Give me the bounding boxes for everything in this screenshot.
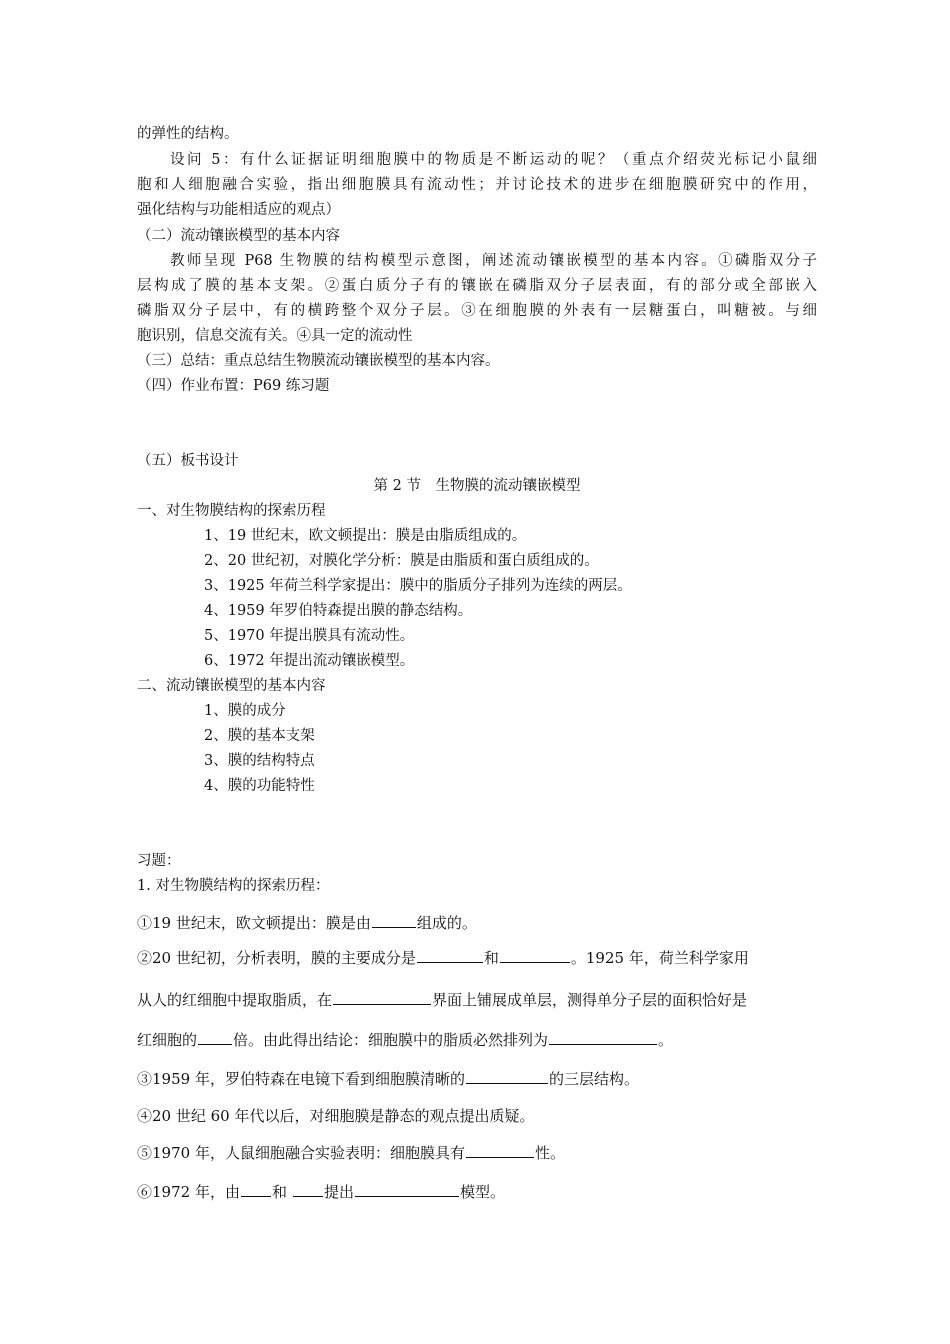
board-list-item: 4、1959 年罗伯特森提出膜的静态结构。 [204, 603, 473, 619]
exercise-item [137, 990, 817, 1010]
board-list-item: 3、1925 年荷兰科学家提出：膜中的脂质分子排列为连续的两层。 [204, 578, 632, 594]
exercise-text: 。 [658, 1031, 674, 1049]
exercise-text: 组成的。 [416, 914, 477, 932]
question-5-line: 强化结构与功能相适应的观点） [137, 202, 340, 218]
board-part-heading: 二、流动镶嵌模型的基本内容 [137, 678, 326, 694]
board-part-heading: 一、对生物膜结构的探索历程 [137, 503, 326, 519]
fill-blank[interactable] [241, 1182, 271, 1197]
exercise-text: 红细胞的 [137, 1031, 198, 1049]
exercise-item [137, 1143, 817, 1163]
section-heading: （二）流动镶嵌模型的基本内容 [137, 228, 340, 244]
board-list-item: 2、膜的基本支架 [204, 728, 315, 744]
exercise-question: 1. 对生物膜结构的探索历程： [137, 878, 330, 894]
paragraph-line: 胞识别，信息交流有关。④具一定的流动性 [137, 328, 413, 344]
exercise-text: ③1959 年，罗伯特森在电镜下看到细胞膜清晰的 [137, 1070, 465, 1088]
fill-blank[interactable] [466, 1143, 534, 1158]
exercise-text: ⑥1972 年，由 [137, 1183, 240, 1201]
fill-blank[interactable] [333, 990, 431, 1005]
exercise-item [137, 948, 817, 968]
fill-blank[interactable] [372, 913, 416, 928]
fill-blank[interactable] [549, 1030, 657, 1045]
exercise-text: 和 [271, 1183, 287, 1201]
exercise-item [137, 1030, 817, 1050]
board-list-item: 3、膜的结构特点 [204, 753, 315, 769]
board-title: 第 2 节 生物膜的流动镶嵌模型 [373, 478, 581, 494]
fill-blank[interactable] [417, 948, 483, 963]
exercise-text: 倍。由此得出结论：细胞膜中的脂质必然排列为 [233, 1031, 549, 1049]
exercise-text: 的三层结构。 [548, 1070, 639, 1088]
exercise-text: 性。 [534, 1144, 565, 1162]
exercise-text: 模型。 [459, 1183, 505, 1201]
exercise-text: ①19 世纪末，欧文顿提出：膜是由 [137, 914, 371, 932]
exercise-text: ②20 世纪初，分析表明，膜的主要成分是 [137, 949, 416, 967]
board-list-item: 1、19 世纪末，欧文顿提出：膜是由脂质组成的。 [204, 528, 527, 544]
board-list-item: 2、20 世纪初，对膜化学分析：膜是由脂质和蛋白质组成的。 [204, 553, 599, 569]
board-list-item: 6、1972 年提出流动镶嵌模型。 [204, 653, 415, 669]
exercise-item [137, 1182, 817, 1202]
exercise-text: 和 [483, 949, 499, 967]
exercise-text: ⑤1970 年，人鼠细胞融合实验表明：细胞膜具有 [137, 1144, 465, 1162]
paragraph-line: 教师呈现 P68 生物膜的结构模型示意图，阐述流动镶嵌模型的基本内容。①磷脂双分子 [170, 253, 817, 269]
section-heading: （五）板书设计 [137, 453, 239, 469]
fill-blank[interactable] [355, 1182, 459, 1197]
section-heading: （四）作业布置：P69 练习题 [137, 378, 330, 394]
section-heading: （三）总结：重点总结生物膜流动镶嵌模型的基本内容。 [137, 353, 500, 369]
question-5-line: 胞和人细胞融合实验，指出细胞膜具有流动性；并讨论技术的进步在细胞膜研究中的作用， [137, 177, 817, 193]
intro-line: 的弹性的结构。 [137, 126, 239, 142]
board-list-item: 4、膜的功能特性 [204, 778, 315, 794]
exercise-text: 界面上铺展成单层，测得单分子层的面积恰好是 [432, 991, 748, 1009]
exercise-text: 从人的红细胞中提取脂质，在 [137, 991, 333, 1009]
exercise-item [137, 1069, 817, 1089]
exercise-text: 提出 [323, 1183, 354, 1201]
fill-blank[interactable] [198, 1030, 232, 1045]
question-5-line: 设问 5：有什么证据证明细胞膜中的物质是不断运动的呢？（重点介绍荧光标记小鼠细 [170, 152, 817, 168]
fill-blank[interactable] [466, 1069, 548, 1084]
board-list-item: 1、膜的成分 [204, 703, 286, 719]
fill-blank[interactable] [500, 948, 570, 963]
fill-blank[interactable] [293, 1182, 323, 1197]
paragraph-line: 磷脂双分子层中，有的横跨整个双分子层。③在细胞膜的外表有一层糖蛋白，叫糖被。与细 [137, 303, 817, 319]
paragraph-line: 层构成了膜的基本支架。②蛋白质分子有的镶嵌在磷脂双分子层表面，有的部分或全部嵌入 [137, 278, 817, 294]
exercise-item: ④20 世纪 60 年代以后，对细胞膜是静态的观点提出质疑。 [137, 1107, 535, 1125]
board-list-item: 5、1970 年提出膜具有流动性。 [204, 628, 415, 644]
exercise-text: 。1925 年，荷兰科学家用 [570, 949, 749, 967]
exercise-item [137, 913, 817, 933]
exercise-label: 习题： [137, 853, 181, 869]
